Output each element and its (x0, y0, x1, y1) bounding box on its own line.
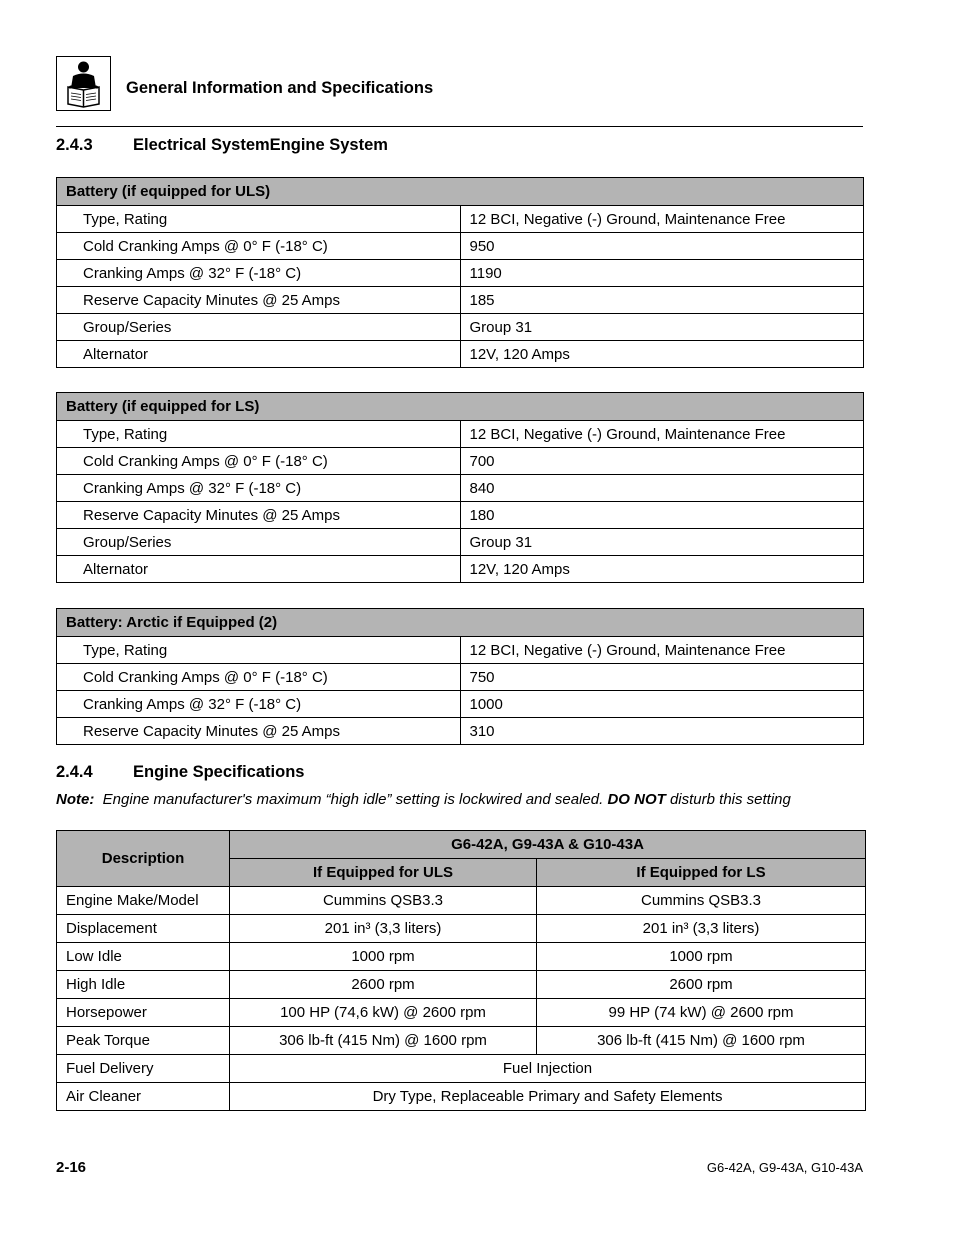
merged-value: Dry Type, Replaceable Primary and Safety Elements (230, 1083, 866, 1111)
section-title: Engine Specifications (133, 763, 305, 781)
table-row (57, 341, 864, 368)
table-header-row (57, 178, 864, 206)
table-row (57, 637, 864, 664)
spec-value: 750 (460, 664, 864, 691)
table-row (57, 1055, 866, 1083)
ls-value: Cummins QSB3.3 (537, 887, 866, 915)
row-description: Peak Torque (57, 1027, 230, 1055)
battery-uls-table (56, 177, 864, 368)
spec-label: Group/Series (57, 314, 461, 341)
table-row (57, 260, 864, 287)
uls-value: 100 HP (74,6 kW) @ 2600 rpm (230, 999, 537, 1027)
table-row (57, 421, 864, 448)
table-row (57, 887, 866, 915)
spec-label: Cranking Amps @ 32° F (-18° C) (57, 260, 461, 287)
row-description: Displacement (57, 915, 230, 943)
section-number: 2.4.4 (56, 763, 93, 781)
table-row (57, 529, 864, 556)
spec-label: Reserve Capacity Minutes @ 25 Amps (57, 502, 461, 529)
spec-label: Type, Rating (57, 637, 461, 664)
table-row (57, 1027, 866, 1055)
section-title: Electrical SystemEngine System (133, 136, 388, 154)
spec-value: 12 BCI, Negative (-) Ground, Maintenance Free (460, 206, 864, 233)
spec-value: 12V, 120 Amps (460, 556, 864, 583)
spec-label: Cold Cranking Amps @ 0° F (-18° C) (57, 233, 461, 260)
engine-specifications-table (56, 830, 866, 1111)
table-row (57, 287, 864, 314)
section-number: 2.4.3 (56, 136, 93, 154)
spec-label: Reserve Capacity Minutes @ 25 Amps (57, 718, 461, 745)
table-row (57, 233, 864, 260)
table-row (57, 502, 864, 529)
row-description: High Idle (57, 971, 230, 999)
table-row (57, 915, 866, 943)
table-row (57, 664, 864, 691)
ls-value: 1000 rpm (537, 943, 866, 971)
uls-value: 306 lb-ft (415 Nm) @ 1600 rpm (230, 1027, 537, 1055)
row-description: Engine Make/Model (57, 887, 230, 915)
row-description: Fuel Delivery (57, 1055, 230, 1083)
table-header-row (57, 609, 864, 637)
spec-value: 1000 (460, 691, 864, 718)
table-row (57, 314, 864, 341)
ls-column-header: If Equipped for LS (537, 859, 866, 887)
spec-label: Group/Series (57, 529, 461, 556)
uls-column-header: If Equipped for ULS (230, 859, 537, 887)
table-row (57, 943, 866, 971)
row-description: Low Idle (57, 943, 230, 971)
table-row (57, 1083, 866, 1111)
note-text-end: disturb this setting (669, 791, 791, 808)
table-row (57, 556, 864, 583)
header-divider (56, 126, 863, 127)
table-row (57, 999, 866, 1027)
spec-value: 12V, 120 Amps (460, 341, 864, 368)
table-header-row (57, 831, 866, 859)
spec-label: Type, Rating (57, 206, 461, 233)
spec-label: Cold Cranking Amps @ 0° F (-18° C) (57, 664, 461, 691)
description-header: Description (57, 831, 230, 887)
spec-value: 185 (460, 287, 864, 314)
spec-label: Type, Rating (57, 421, 461, 448)
spec-value: Group 31 (460, 529, 864, 556)
table-row (57, 448, 864, 475)
spec-label: Cranking Amps @ 32° F (-18° C) (57, 691, 461, 718)
ls-value: 201 in³ (3,3 liters) (537, 915, 866, 943)
spec-value: 950 (460, 233, 864, 260)
note-text: Engine manufacturer's maximum “high idle” setting is lockwired and sealed. (102, 791, 604, 808)
table-title: Battery (if equipped for ULS) (57, 178, 864, 206)
spec-value: 310 (460, 718, 864, 745)
spec-label: Alternator (57, 341, 461, 368)
spec-label: Cranking Amps @ 32° F (-18° C) (57, 475, 461, 502)
note-paragraph (56, 791, 791, 808)
manual-reader-logo-icon (56, 56, 111, 111)
models-header: G6-42A, G9-43A & G10-43A (230, 831, 866, 859)
spec-value: 12 BCI, Negative (-) Ground, Maintenance Free (460, 637, 864, 664)
battery-ls-table (56, 392, 864, 583)
uls-value: 1000 rpm (230, 943, 537, 971)
merged-value: Fuel Injection (230, 1055, 866, 1083)
table-header-row (57, 393, 864, 421)
battery-arctic-table (56, 608, 864, 745)
spec-value: 1190 (460, 260, 864, 287)
table-row (57, 971, 866, 999)
footer-models: G6-42A, G9-43A, G10-43A (706, 1160, 863, 1175)
spec-value: 700 (460, 448, 864, 475)
uls-value: 201 in³ (3,3 liters) (230, 915, 537, 943)
spec-label: Alternator (57, 556, 461, 583)
row-description: Air Cleaner (57, 1083, 230, 1111)
note-label: Note: (56, 791, 95, 808)
table-row (57, 718, 864, 745)
ls-value: 2600 rpm (537, 971, 866, 999)
table-title: Battery (if equipped for LS) (57, 393, 864, 421)
ls-value: 99 HP (74 kW) @ 2600 rpm (537, 999, 866, 1027)
page-number: 2-16 (56, 1159, 87, 1176)
spec-value: 840 (460, 475, 864, 502)
spec-label: Cold Cranking Amps @ 0° F (-18° C) (57, 448, 461, 475)
spec-label: Reserve Capacity Minutes @ 25 Amps (57, 287, 461, 314)
row-description: Horsepower (57, 999, 230, 1027)
spec-value: 180 (460, 502, 864, 529)
table-row (57, 475, 864, 502)
page-header-title: General Information and Specifications (126, 79, 434, 97)
spec-value: 12 BCI, Negative (-) Ground, Maintenance Free (460, 421, 864, 448)
spec-value: Group 31 (460, 314, 864, 341)
table-row (57, 206, 864, 233)
uls-value: Cummins QSB3.3 (230, 887, 537, 915)
ls-value: 306 lb-ft (415 Nm) @ 1600 rpm (537, 1027, 866, 1055)
uls-value: 2600 rpm (230, 971, 537, 999)
table-row (57, 691, 864, 718)
note-emphasis: DO NOT (607, 791, 666, 808)
table-title: Battery: Arctic if Equipped (2) (57, 609, 864, 637)
